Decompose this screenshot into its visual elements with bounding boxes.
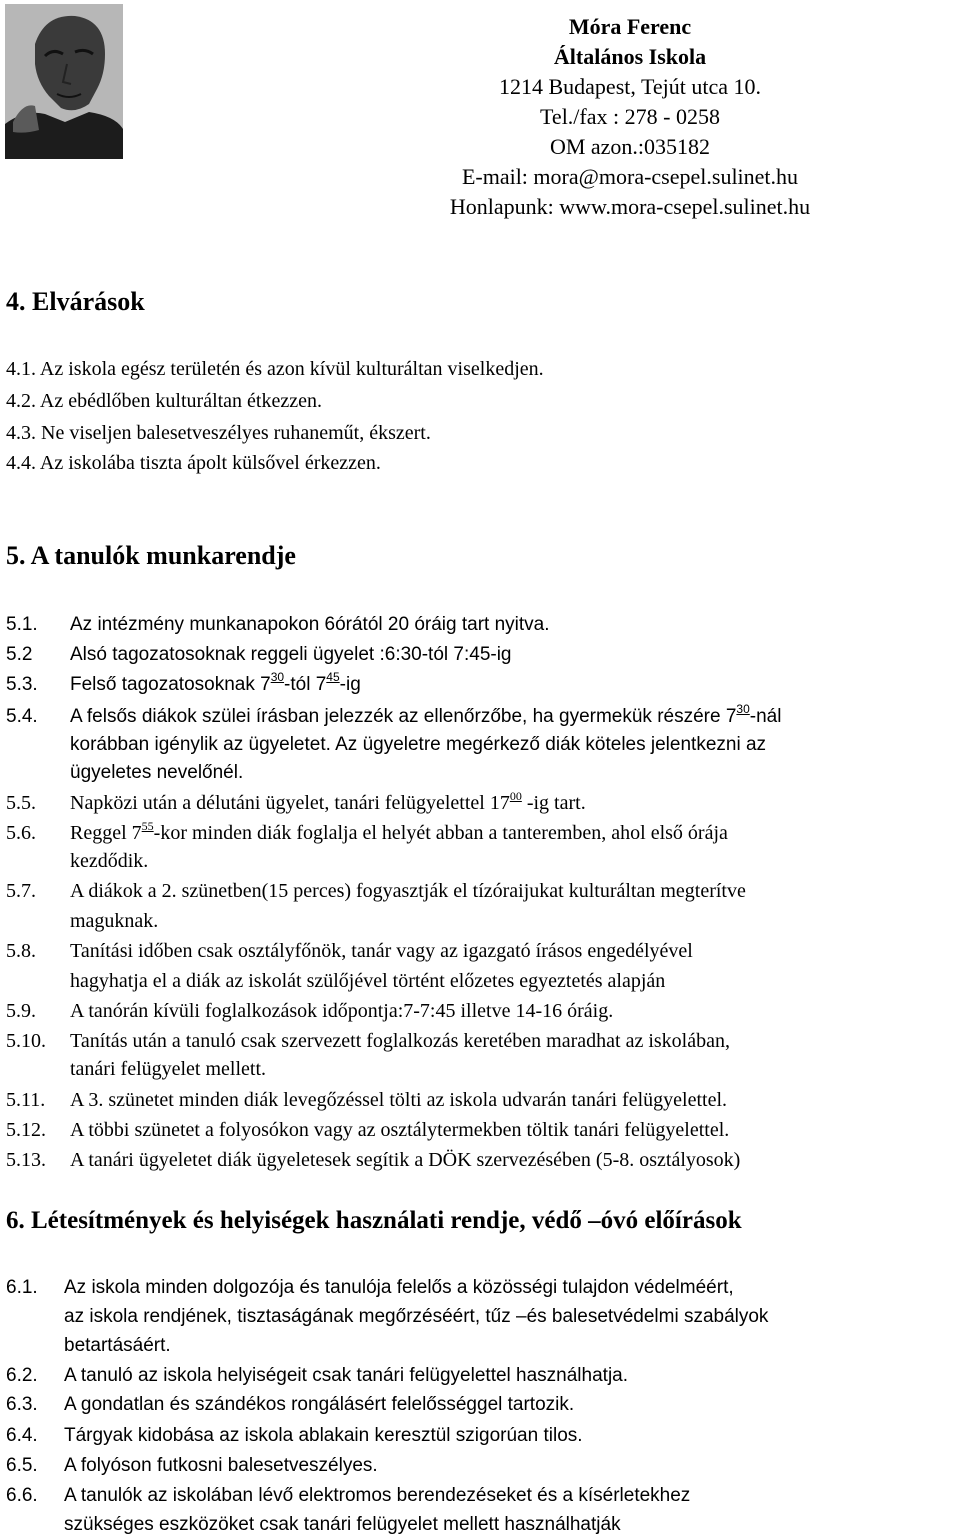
item-text-cont: tanári felügyelet mellett. bbox=[70, 1058, 267, 1080]
item-number: 5.7. bbox=[6, 880, 36, 902]
item-text: A felsős diákok szülei írásban jelezzék az ellenőrzőbe, ha gyermekük részére $7^{30}$-nál bbox=[70, 702, 782, 727]
item-text: A tanuló az iskola helyiségeit csak tanári felügyelettel használhatja. bbox=[64, 1365, 629, 1386]
item-text-cont: ügyeletes nevelőnél. bbox=[70, 762, 244, 783]
list-item: 4.3. Ne viseljen balesetveszélyes ruhaneműt, ékszert. bbox=[6, 422, 431, 444]
item-number: 5.8. bbox=[6, 940, 36, 962]
section-6-heading: 6. Létesítmények és helyiségek használati rendje, védő –óvó előírások bbox=[6, 1207, 742, 1234]
item-text: Felső tagozatosoknak $7^{30}$-tól $7^{45}-ig$ bbox=[70, 670, 361, 695]
item-number: 5.4. bbox=[6, 706, 38, 727]
list-item: 4.2. Az ebédlőben kulturáltan étkezzen. bbox=[6, 390, 322, 412]
item-text: Tárgyak kidobása az iskola ablakain keresztül szigorúan tilos. bbox=[64, 1425, 583, 1446]
item-number: 5.3. bbox=[6, 674, 38, 695]
item-number: 5.9. bbox=[6, 1000, 36, 1022]
item-number: 5.11. bbox=[6, 1089, 46, 1111]
list-item: 4.1. Az iskola egész területén és azon kívül kulturáltan viselkedjen. bbox=[6, 358, 544, 380]
school-address: 1214 Budapest, Tejút utca 10. bbox=[498, 74, 761, 99]
item-number: 5.13. bbox=[6, 1149, 46, 1171]
item-text-cont: korábban igénylik az ügyeletet. Az ügyeletre megérkező diák köteles jelentkezni az bbox=[70, 734, 767, 755]
item-number: 6.1. bbox=[6, 1277, 38, 1298]
school-website: Honlapunk: www.mora-csepel.sulinet.hu bbox=[449, 194, 811, 219]
school-email: E-mail: mora@mora-csepel.sulinet.hu bbox=[461, 164, 799, 189]
item-text-cont: hagyhatja el a diák az iskolát szülőjével történt előzetes egyeztetés alapján bbox=[70, 970, 666, 992]
item-text-cont: maguknak. bbox=[70, 910, 159, 932]
portrait-image bbox=[5, 4, 123, 159]
item-text: Napközi után a délutáni ügyelet, tanári felügyelettel $17^{00}$ -ig tart. bbox=[70, 789, 586, 814]
item-number: 5.5. bbox=[6, 792, 36, 814]
item-text: A 3. szünetet minden diák levegőzéssel tölti az iskola udvarán tanári felügyelettel. bbox=[70, 1089, 728, 1111]
item-number: 6.2. bbox=[6, 1365, 38, 1386]
item-text: Az iskola minden dolgozója és tanulója felelős a közösségi tulajdon védelméért, bbox=[64, 1277, 734, 1298]
school-type: Általános Iskola bbox=[553, 44, 707, 69]
item-number: 6.4. bbox=[6, 1425, 38, 1446]
item-number: 5.12. bbox=[6, 1119, 46, 1141]
item-text: A gondatlan és szándékos rongálásért felelősséggel tartozik. bbox=[64, 1394, 575, 1415]
school-name: Móra Ferenc bbox=[568, 14, 692, 39]
item-number: 5.10. bbox=[6, 1030, 46, 1052]
item-number: 6.6. bbox=[6, 1485, 38, 1506]
item-number: 6.3. bbox=[6, 1394, 38, 1415]
school-phone: Tel./fax : 278 - 0258 bbox=[540, 104, 720, 129]
item-number: 6.5. bbox=[6, 1455, 38, 1476]
item-text: A tanári ügyeletet diák ügyeletesek segítik a DÖK szervezésében (5-8. osztályosok) bbox=[70, 1149, 741, 1171]
school-header bbox=[300, 12, 960, 222]
item-text-cont: kezdődik. bbox=[70, 850, 149, 872]
list-item: 4.4. Az iskolába tiszta ápolt külsővel érkezzen. bbox=[6, 452, 381, 474]
item-text: Reggel $7^{55}$-kor minden diák foglalja el helyét abban a tanteremben, ahol első órája bbox=[70, 819, 728, 844]
item-text-cont: szükséges eszközöket csak tanári felügyelet mellett használhatják bbox=[64, 1514, 621, 1535]
item-text-cont: betartásáért. bbox=[64, 1335, 171, 1356]
item-text: A többi szünetet a folyosókon vagy az osztálytermekben töltik tanári felügyelettel. bbox=[70, 1119, 730, 1141]
section-4-heading: 4. Elvárások bbox=[6, 287, 145, 316]
item-text: Tanítási időben csak osztályfőnök, tanár vagy az igazgató írásos engedélyével bbox=[70, 940, 693, 962]
item-text: A tanulók az iskolában lévő elektromos berendezéseket és a kísérletekhez bbox=[64, 1485, 691, 1506]
item-text: A tanórán kívüli foglalkozások időpontja:7-7:45 illetve 14-16 óráig. bbox=[70, 1000, 614, 1022]
item-number: 5.2 bbox=[6, 644, 33, 665]
school-om: OM azon.:035182 bbox=[549, 134, 711, 159]
section-5-heading: 5. A tanulók munkarendje bbox=[6, 541, 296, 570]
item-text: Az intézmény munkanapokon 6órától 20 óráig tart nyitva. bbox=[70, 614, 550, 635]
item-text: Alsó tagozatosoknak reggeli ügyelet :6:30-tól 7:45-ig bbox=[70, 644, 512, 665]
item-text: A folyóson futkosni balesetveszélyes. bbox=[64, 1455, 378, 1476]
item-number: 5.1. bbox=[6, 614, 38, 635]
item-number: 5.6. bbox=[6, 822, 36, 844]
item-text-cont: az iskola rendjének, tisztaságának megőrzéséért, tűz –és balesetvédelmi szabályok bbox=[64, 1306, 769, 1327]
item-text: Tanítás után a tanuló csak szervezett foglalkozás keretében maradhat az iskolában, bbox=[70, 1030, 730, 1052]
item-text: A diákok a 2. szünetben(15 perces) fogyasztják el tízóraijukat kulturáltan megterítve bbox=[70, 880, 746, 902]
